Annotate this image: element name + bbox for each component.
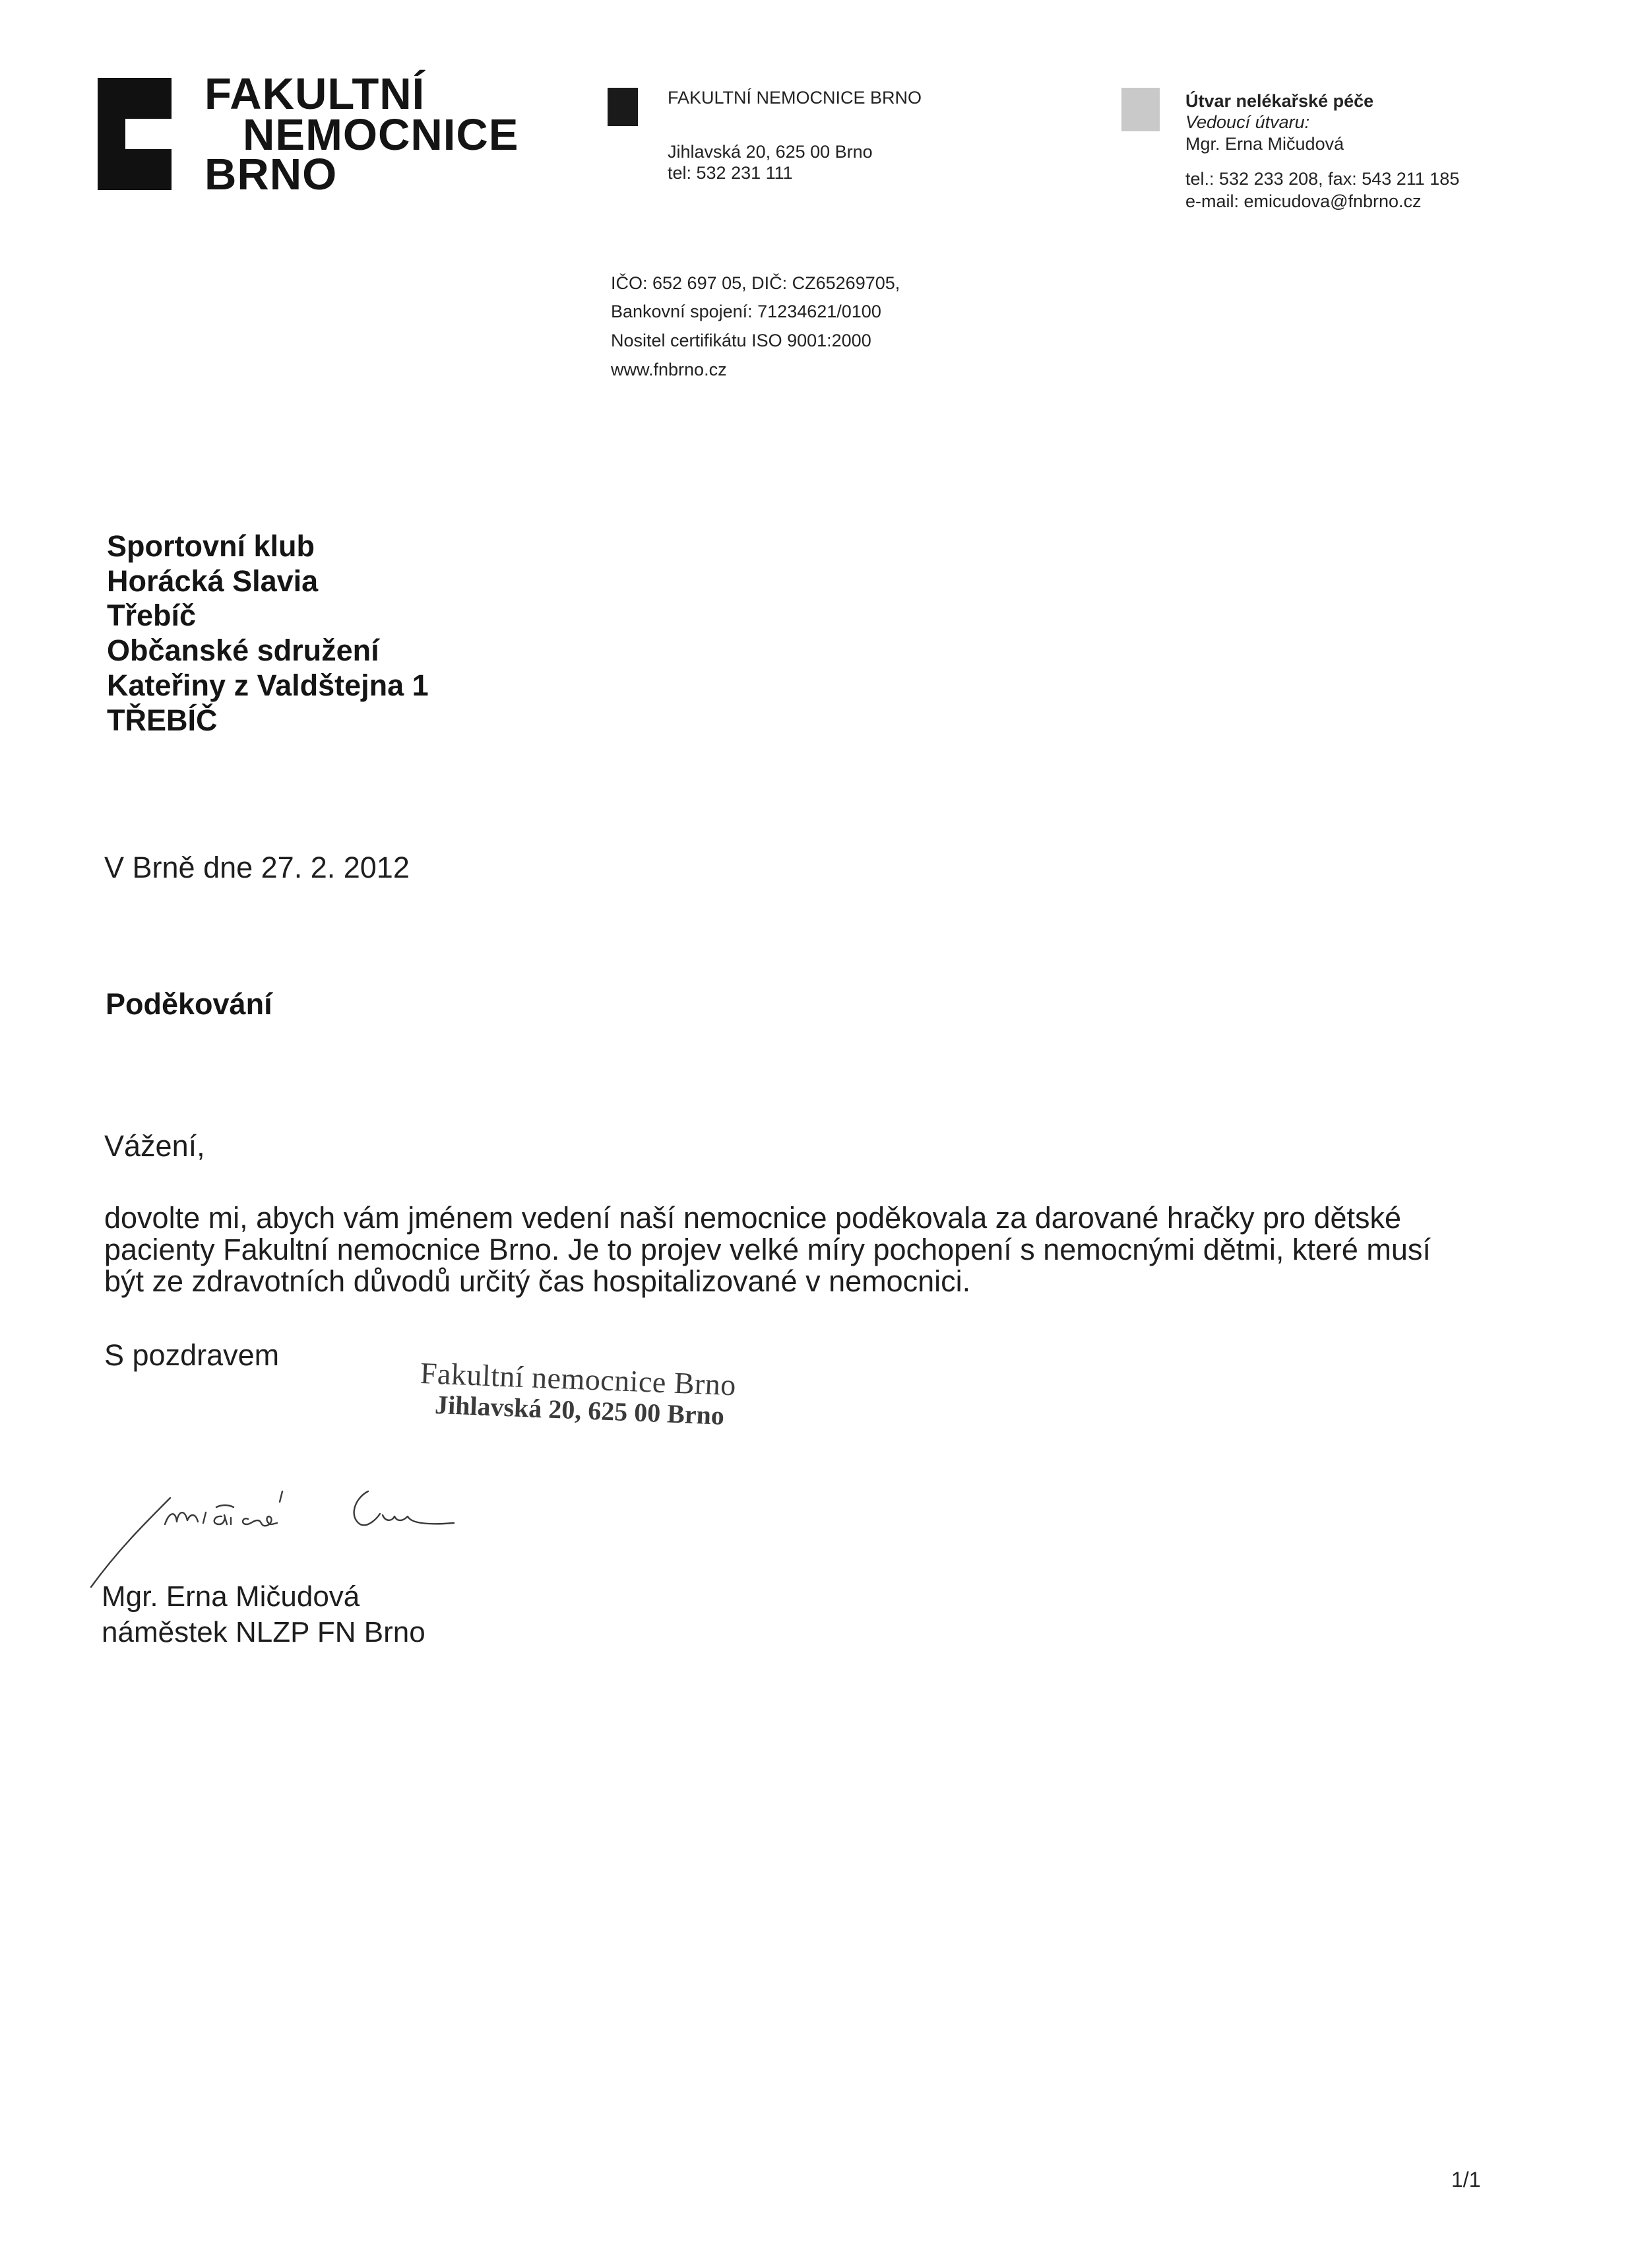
paragraph-line: pacienty Fakultní nemocnice Brno. Je to projev velké míry pochopení s nemocnými dětmi, které musí bbox=[104, 1233, 1431, 1266]
header-head-name: Mgr. Erna Mičudová bbox=[1185, 134, 1344, 154]
logo-text-line3: BRNO bbox=[204, 150, 338, 199]
header-role: Vedoucí útvaru: bbox=[1185, 112, 1310, 132]
logo-mark bbox=[98, 78, 172, 190]
header-square-dark bbox=[608, 88, 638, 126]
registration-iso: Nositel certifikátu ISO 9001:2000 bbox=[611, 331, 871, 350]
header-contact-tel: tel.: 532 233 208, fax: 543 211 185 bbox=[1185, 169, 1460, 189]
registration-ico: IČO: 652 697 05, DIČ: CZ65269705, bbox=[611, 273, 900, 293]
recipient-line: Horácká Slavia bbox=[107, 564, 319, 598]
letter-greeting: Vážení, bbox=[104, 1129, 205, 1163]
header-contact-email: e-mail: emicudova@fnbrno.cz bbox=[1185, 191, 1422, 211]
header-department: Útvar nelékařské péče bbox=[1185, 91, 1374, 111]
hospital-stamp bbox=[418, 1357, 736, 1431]
paragraph-line: dovolte mi, abych vám jménem vedení naší nemocnice poděkovala za darované hračky pro dětské bbox=[104, 1201, 1402, 1235]
handwritten-signature bbox=[84, 1478, 507, 1590]
stamp-line2: Jihlavská 20, 625 00 Brno bbox=[434, 1389, 725, 1431]
logo-text-line1: FAKULTNÍ bbox=[204, 69, 425, 119]
letter-date: V Brně dne 27. 2. 2012 bbox=[104, 851, 410, 884]
page-number: 1/1 bbox=[1451, 2168, 1481, 2191]
stamp-line1: Fakultní nemocnice Brno bbox=[420, 1356, 737, 1402]
letter-subject: Poděkování bbox=[106, 987, 272, 1021]
recipient-line: Sportovní klub bbox=[107, 529, 315, 563]
letter-closing: S pozdravem bbox=[104, 1338, 280, 1372]
recipient-line: TŘEBÍČ bbox=[107, 703, 218, 737]
header-org-name: FAKULTNÍ NEMOCNICE BRNO bbox=[668, 88, 922, 108]
signer-name: Mgr. Erna Mičudová bbox=[102, 1580, 360, 1613]
letter-paragraph bbox=[104, 1202, 1490, 1297]
signer-title: náměstek NLZP FN Brno bbox=[102, 1616, 425, 1648]
recipient-line: Třebíč bbox=[107, 599, 197, 632]
logo-text-line2: NEMOCNICE bbox=[243, 110, 519, 160]
registration-bank: Bankovní spojení: 71234621/0100 bbox=[611, 302, 881, 321]
registration-web: www.fnbrno.cz bbox=[611, 360, 727, 379]
header-square-light bbox=[1121, 88, 1160, 131]
header-address: Jihlavská 20, 625 00 Brno bbox=[668, 142, 873, 162]
header-phone: tel: 532 231 111 bbox=[668, 163, 793, 183]
recipient-line: Kateřiny z Valdštejna 1 bbox=[107, 668, 429, 702]
recipient-line: Občanské sdružení bbox=[107, 633, 379, 667]
paragraph-line: být ze zdravotních důvodů určitý čas hospitalizované v nemocnici. bbox=[104, 1264, 971, 1298]
